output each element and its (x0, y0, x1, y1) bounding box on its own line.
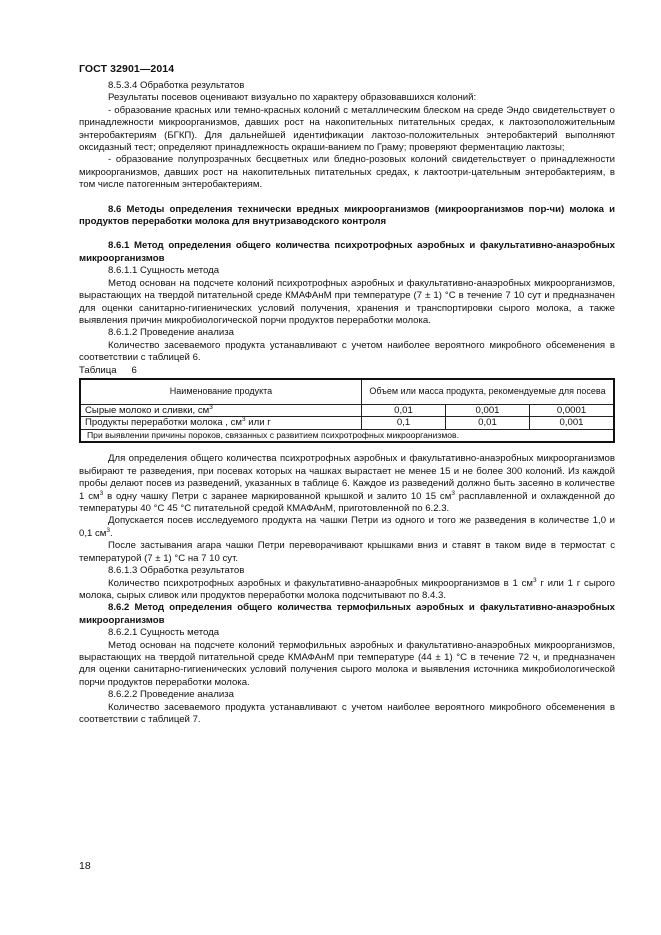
volume-cell: 0,0001 (530, 404, 615, 417)
section-8-6-2-paragraph: 8.6.2.1 Сущность метода (108, 627, 220, 639)
section-8-6-2-paragraph: 8.6.2.2 Проведение анализа (108, 689, 234, 701)
section-8-6-1-paragraph: Количество засеваемого продукта устанавливают с учетом наиболее вероятного микробного обсеменения в соответствии с таблицей 6. (79, 339, 615, 364)
product-name: Продукты переработки молока , $см^3$ или г (80, 417, 362, 430)
section-8-6-1-paragraph: 8.6.1.1 Сущность метода (108, 265, 220, 277)
page-number: 18 (79, 860, 91, 872)
table-row (80, 404, 614, 417)
paragraph-seeding: Допускается посев исследуемого продукта на чашки Петри из одного и того же разведения в количестве 1,0 и 0,1 $см^3$. (79, 515, 615, 539)
column-header-product: Наименование продукта (80, 379, 362, 405)
table-6-caption: Таблица 6 (79, 364, 137, 376)
section-8-6-2 (79, 602, 615, 726)
table-header-row (80, 379, 614, 405)
document-header: ГОСТ 32901—2014 (79, 63, 175, 75)
section-8-6-2-paragraph: Количество засеваемого продукта устанавливают с учетом наиболее вероятного микробного обсеменения в соответствии с таблицей 7. (79, 701, 615, 725)
volume-cell: 0,1 (362, 417, 446, 430)
table-row (80, 417, 614, 430)
volume-cell: 0,01 (362, 404, 446, 417)
volume-cell: 0,001 (446, 404, 530, 417)
section-8-5-3-4 (79, 80, 615, 192)
section-8-5-3-4-paragraph: - образование полупрозрачных бесцветных или бледно-розовых колоний свидетельствует о принадлежности микроорганизмов, давших рост на накопительных питательных средах, к лактоотри-цательным энтеробактериям, в том числе патогенным энтеробактериям. (79, 154, 615, 191)
paragraph-counting: Количество психротрофных аэробных и факультативно-анаэробных микроорганизмов в 1 $см^3$ г или 1 г сырого молока, сырых сливок или продуктов переработки молока подсчитывают по 8.4.3. (79, 576, 616, 601)
section-8-6-heading: 8.6 Методы определения технически вредных микроорганизмов (микроорганизмов пор-чи) молока и продуктов переработки молока для внутризаводского контроля (79, 203, 615, 228)
volume-cell: 0,01 (446, 417, 530, 430)
table-note-row (80, 429, 614, 442)
column-header-volume: Объем или масса продукта, рекомендуемые для посева (362, 379, 615, 405)
paragraph-incubation: После застывания агара чашки Петри переворачивают крышками вниз и ставят в таком виде в термостат с температурой (7 ± 1) °С на 7 10 сут. (79, 540, 615, 564)
section-8-6-2-paragraph: 8.6.2 Метод определения общего количества термофильных аэробных и факультативно-анаэробных микроорганизмов (79, 602, 615, 626)
section-8-5-3-4-paragraph: Результаты посевов оценивают визуально по характеру образовавшихся колоний: (108, 92, 477, 104)
table-note: При выявлении причины пороков, связанных с развитием психротрофных микроорганизмов. (80, 429, 614, 442)
table-6 (79, 378, 615, 444)
section-8-6-1-paragraph: 8.6.1.2 Проведение анализа (108, 327, 234, 339)
section-8-6-1-paragraph: Метод основан на подсчете колоний психротрофных аэробных и факультативно-анаэробных микроорганизмов, вырастающих на твердой питательной среде КМАФАнМ при температуре (7 ± 1) °С в течение 7 10 сут и предназначен для оценки санитарно-гигиенических условий получения, хранения и транспортировки сырого молока, а также выявления причин микробиологической порчи продуктов переработки молока. (79, 277, 615, 326)
document-body (79, 80, 615, 726)
section-8-6-2-paragraph: Метод основан на подсчете колоний термофильных аэробных и факультативно-анаэробных микроорганизмов, вырастающих на твердой питательной среде КМАФАнМ при температуре (44 ± 1) °С в течение 72 ч, и предназначен для оценки санитарно-гигиенических условий получения сырого молока и выявления источника микробиологической порчи продуктов переработки молока. (79, 639, 615, 688)
section-8-6-1-paragraph: 8.6.1 Метод определения общего количества психротрофных аэробных и факультативно-анаэробных микроорганизмов (79, 240, 615, 264)
section-8-5-3-4-paragraph: - образование красных или темно-красных колоний с металлическим блеском на среде Эндо свидетельствует о принадлежности микроорганизмов, давших рост на накопительных питательных средах, к лактозоположительным энтеробактериям (БГКП). Для дальнейшей идентификации лактозо-положительных энтеробактерий выполняют оксидазный тест; определяют принадлежность окраши-ванием по Граму; проверяют ферментацию лактозы; (79, 104, 615, 154)
section-8-6-1 (79, 240, 615, 364)
paragraph-dilutions: Для определения общего количества психротрофных аэробных и факультативно-анаэробных микроорганизмов выбирают те разведения, при посевах которых на чашках вырастает не менее 15 и не более 300 колоний. Из каждой пробы делают посев из разведений, указанных в таблице 6. Каждое из разведений должно быть засеяно в количестве 1 $см^3$ в одну чашку Петри с заранее маркированной крышкой и залито 10 15 $см^3$ расплавленной и охлажденной до температуры 40 °С 45 °С питательной средой КМАФАнМ, приготовленной по 6.2.3. (79, 453, 615, 515)
subsection-heading: 8.6.1.3 Обработка результатов (108, 565, 245, 577)
product-name: Сырые молоко и сливки, $см^3$ (80, 404, 362, 417)
volume-cell: 0,001 (530, 417, 615, 430)
section-8-5-3-4-paragraph: 8.5.3.4 Обработка результатов (108, 80, 245, 91)
